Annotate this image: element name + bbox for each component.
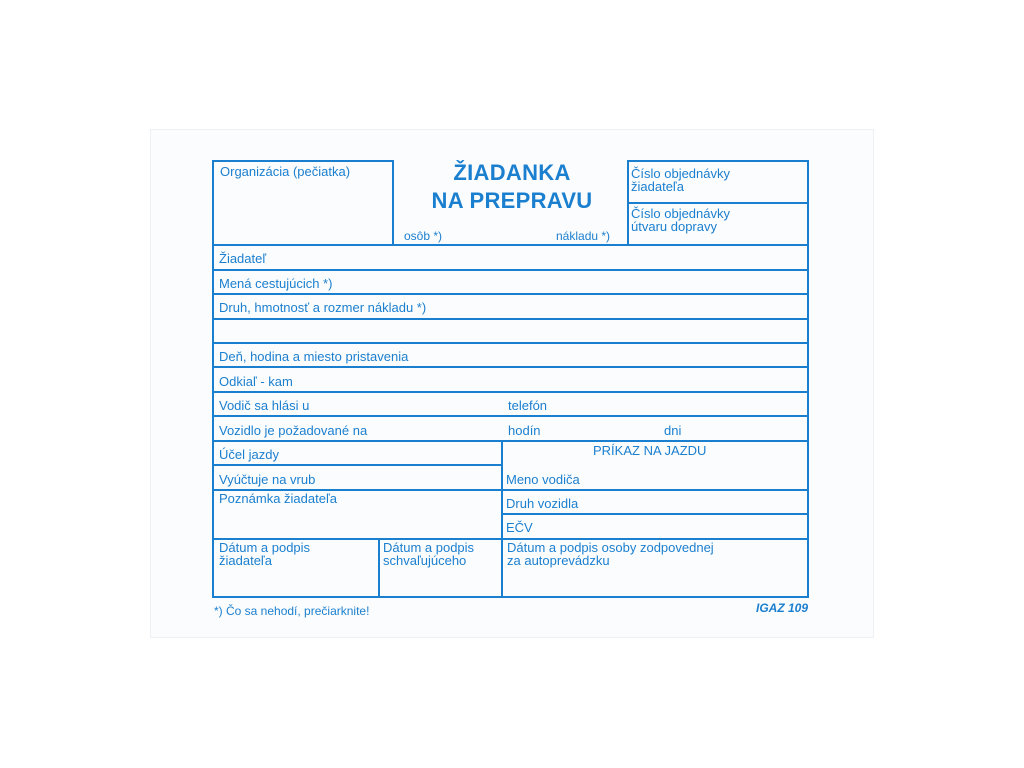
row-line	[212, 269, 809, 271]
phone-label: telefón	[508, 398, 548, 413]
requester-label: Žiadateľ	[219, 251, 267, 266]
billing-label: Vyúčtuje na vrub	[219, 472, 316, 487]
row-line	[212, 415, 809, 417]
row-line	[501, 489, 809, 491]
row-line	[212, 440, 809, 442]
frame-line	[212, 160, 394, 162]
frame-line	[212, 244, 809, 246]
form-title-line1: ŽIADANKA	[453, 160, 571, 185]
vehicle-required-label: Vozidlo je požadované na	[219, 423, 368, 438]
cargo-description-label: Druh, hmotnosť a rozmer nákladu *)	[219, 300, 427, 315]
form-title-line2: NA PREPRAVU	[431, 188, 593, 213]
frame-line	[392, 160, 394, 245]
frame-line	[212, 160, 214, 598]
day-time-place-label: Deň, hodina a miesto pristavenia	[219, 349, 409, 364]
driver-reports-label: Vodič sa hlási u	[219, 398, 310, 413]
frame-line	[212, 596, 809, 598]
signature-approver-label-2: schvaľujúceho	[383, 553, 467, 568]
from-to-label: Odkiaľ - kam	[219, 374, 293, 389]
footer-note: *) Čo sa nehodí, prečiarknite!	[214, 604, 370, 618]
signature-approver-label: Dátum a podpis	[383, 540, 475, 555]
driver-name-label: Meno vodiča	[506, 472, 580, 487]
signature-responsible-label: Dátum a podpis osoby zodpovednej	[507, 540, 714, 555]
trip-order-heading: PRÍKAZ NA JAZDU	[593, 443, 707, 458]
passengers-label: Mená cestujúcich *)	[219, 276, 333, 291]
cargo-label: nákladu *)	[556, 229, 611, 243]
hours-label: hodín	[508, 423, 541, 438]
signature-requester-label: Dátum a podpis	[219, 540, 311, 555]
organization-label: Organizácia (pečiatka)	[220, 164, 351, 179]
frame-line	[627, 160, 809, 162]
days-label: dni	[664, 423, 682, 438]
order-requester-label-2: žiadateľa	[631, 179, 684, 194]
frame-line	[807, 160, 809, 598]
note-label: Poznámka žiadateľa	[219, 491, 337, 506]
signature-requester-label-2: žiadateľa	[219, 553, 272, 568]
row-line	[212, 293, 809, 295]
order-requester-label: Číslo objednávky	[631, 166, 730, 181]
column-line	[378, 538, 380, 597]
persons-label: osôb *)	[404, 229, 443, 243]
order-transport-label-2: útvaru dopravy	[631, 219, 717, 234]
column-line	[501, 440, 503, 597]
vehicle-type-label: Druh vozidla	[506, 496, 579, 511]
signature-responsible-label-2: za autoprevádzku	[507, 553, 610, 568]
purpose-label: Účel jazdy	[219, 447, 279, 462]
plate-label: EČV	[506, 520, 533, 535]
row-line	[212, 391, 809, 393]
row-line	[212, 366, 809, 368]
form-code: IGAZ 109	[756, 601, 809, 615]
row-line	[501, 513, 809, 515]
row-line	[212, 464, 502, 466]
row-line	[212, 318, 809, 320]
row-line	[212, 342, 809, 344]
frame-line	[627, 202, 809, 204]
order-transport-label: Číslo objednávky	[631, 206, 730, 221]
